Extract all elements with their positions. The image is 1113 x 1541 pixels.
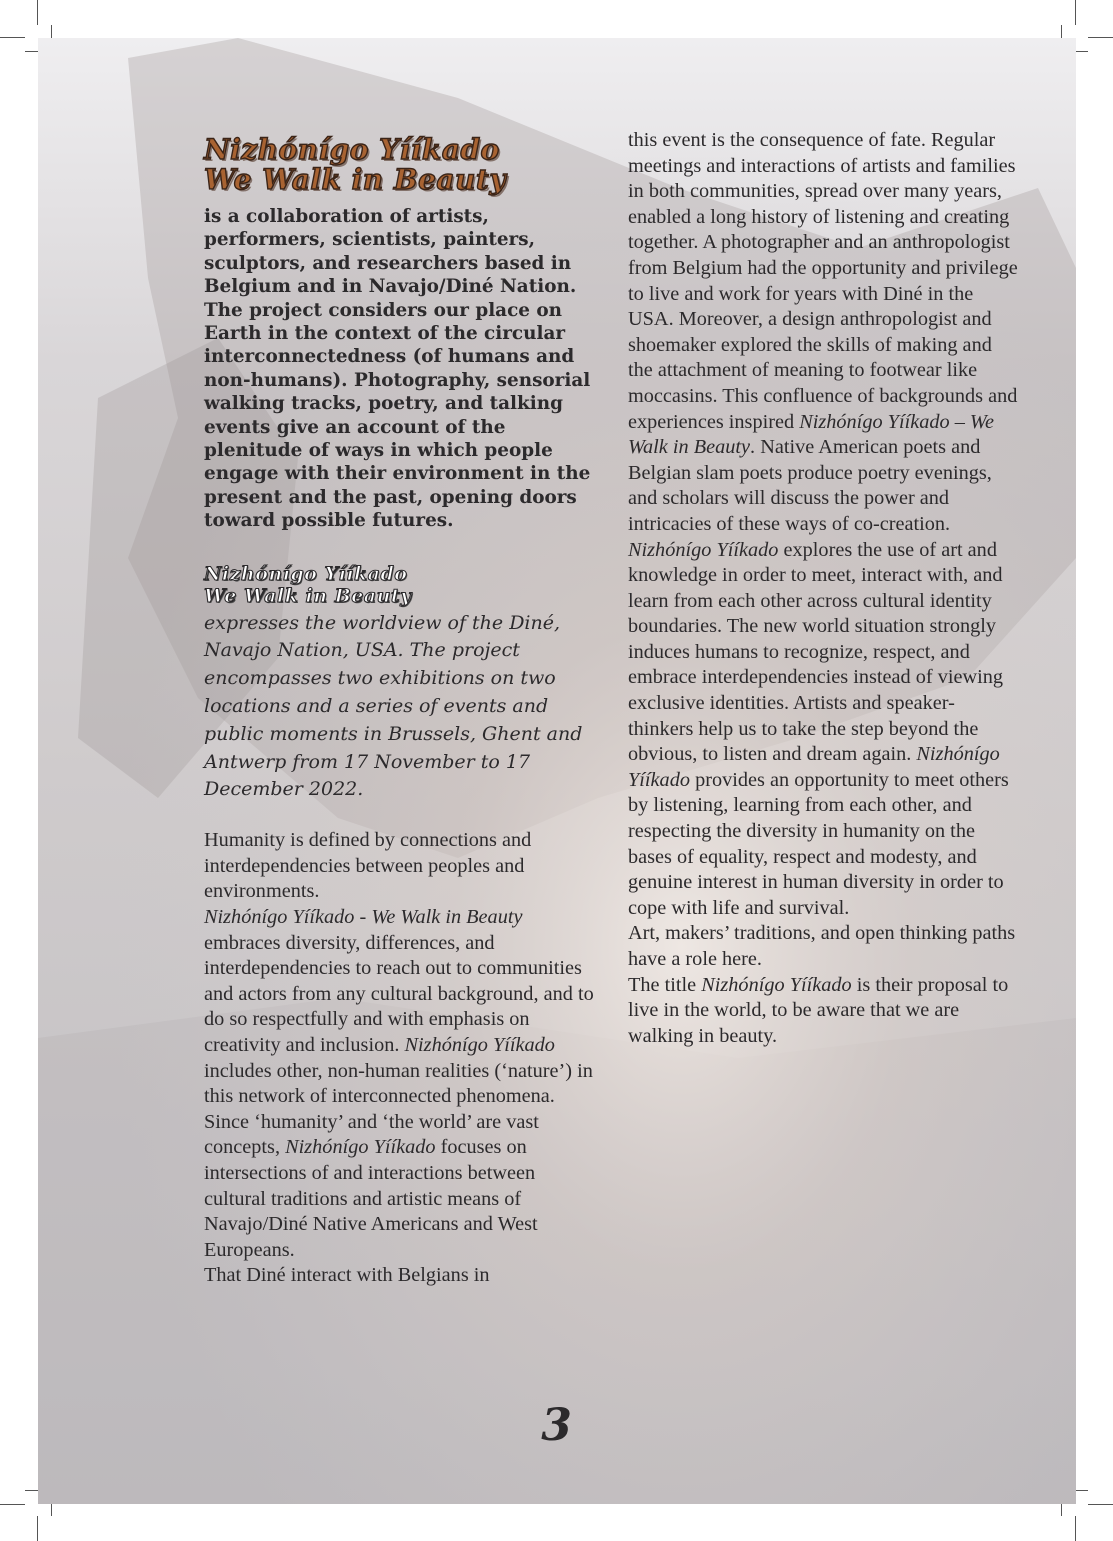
- crop-mark-br-h: [1088, 1504, 1113, 1505]
- body-p2b: Nizhónígo Yííkado: [285, 1136, 436, 1159]
- crop-mark-bl-v: [37, 1516, 38, 1541]
- crop-mark-br-v: [1075, 1516, 1076, 1541]
- crop-mark-tr-h: [1088, 37, 1113, 38]
- right-r9b: Nizhónígo Yííkado: [701, 973, 852, 996]
- right-r3: . Native American poets and Belgian slam poets produce poetry evenings, and scholars will discuss the power and intricacies of these ways of co-creation.: [628, 436, 992, 535]
- body-p1d: Nizhónígo Yííkado: [404, 1034, 555, 1057]
- subtitle-line1: Nizhónígo Yííkado: [204, 562, 408, 585]
- body-p1e: includes other, non-human realities (‘nature’) in this network of interconnected phenomena.: [204, 1059, 593, 1108]
- right-r9a: The title: [628, 973, 697, 996]
- crop-mark-bl-h: [0, 1504, 25, 1505]
- intro-paragraph: is a collaboration of artists, performers, scientists, painters, sculptors, and researchers based in Belgium and in Navajo/Diné Nation. The project considers our place on Earth in the context of the circular interconnectedness (of humans and non-humans). Photography, sensorial walking tracks, poetry, and talking events give an account of the plenitude of ways in which people engage with their environment in the present and the past, opening doors toward possible futures.: [204, 206, 591, 532]
- italic-paragraph: expresses the worldview of the Diné, Navajo Nation, USA. The project encompasses two exhibitions on two locations and a series of events and public moments in Brussels, Ghent and Antwerp from 17 November to 17 December 2022.: [204, 611, 583, 801]
- right-column: [628, 128, 1020, 1049]
- crop-mark-tl-v: [37, 0, 38, 25]
- body-p2a: Since ‘humanity’ and ‘the world’ are vast concepts,: [204, 1110, 539, 1159]
- right-r4: Nizhónígo Yííkado: [628, 538, 779, 561]
- right-r2: Nizhónígo Yííkado – We Walk in Beauty: [628, 410, 994, 459]
- right-r9c: is their proposal to live in the world, to be aware that we are walking in beauty.: [628, 973, 1009, 1047]
- page-number: 3: [541, 1400, 572, 1451]
- right-r8: Art, makers’ traditions, and open thinking paths have a role here.: [628, 922, 1016, 970]
- main-title-line1: Nizhónígo Yííkado: [204, 133, 500, 166]
- subtitle: [204, 563, 594, 607]
- body-p3: That Diné interact with Belgians in: [204, 1264, 490, 1287]
- subtitle-line2: We Walk in Beauty: [204, 584, 412, 607]
- left-body: [204, 828, 594, 1289]
- right-r6: Nizhónígo Yííkado: [628, 743, 1000, 791]
- right-r1: this event is the consequence of fate. Regular meetings and interactions of artists and families in both communities, spread over many years, enabled a long history of listening and creating together. A photographer and an anthropologist from Belgium had the opportunity and privilege to live and work for years with Diné in the USA. Moreover, a design anthropologist and shoemaker explored the skills of making and the attachment of meaning to footwear like moccasins. This confluence of backgrounds and experiences inspired: [628, 129, 1018, 433]
- body-p2c: focuses on intersections of and interactions between cultural traditions and artistic means of Navajo/Diné Native Americans and West Europeans.: [204, 1136, 538, 1261]
- body-p1a: Humanity is defined by connections and interdependencies between peoples and environments.: [204, 829, 532, 903]
- body-p1b: Nizhónígo Yííkado - We Walk in Beauty: [204, 906, 523, 929]
- main-title: [204, 135, 594, 195]
- main-title-line2: We Walk in Beauty: [204, 163, 507, 196]
- crop-mark-tr-v: [1075, 0, 1076, 25]
- body-p1c: embraces diversity, differences, and interdependencies to reach out to communities and actors from any cultural background, and to do so respectfully and with emphasis on creativity and inclusion.: [204, 931, 594, 1057]
- right-r7: provides an opportunity to meet others by listening, learning from each other, and respecting the diversity in humanity on the bases of equality, respect and modesty, and genuine interest in human diversity in order to cope with life and survival.: [628, 768, 1009, 919]
- crop-mark-tl-h: [0, 37, 25, 38]
- right-r5: explores the use of art and knowledge in order to meet, interact with, and learn from each other across cultural identity boundaries. The new world situation strongly induces humans to recognize, respect, and embrace interdependencies instead of viewing exclusive identities. Artists and speaker-thinkers help us to take the step beyond the obvious, to listen and dream again.: [628, 538, 1004, 766]
- left-column: [204, 135, 594, 1289]
